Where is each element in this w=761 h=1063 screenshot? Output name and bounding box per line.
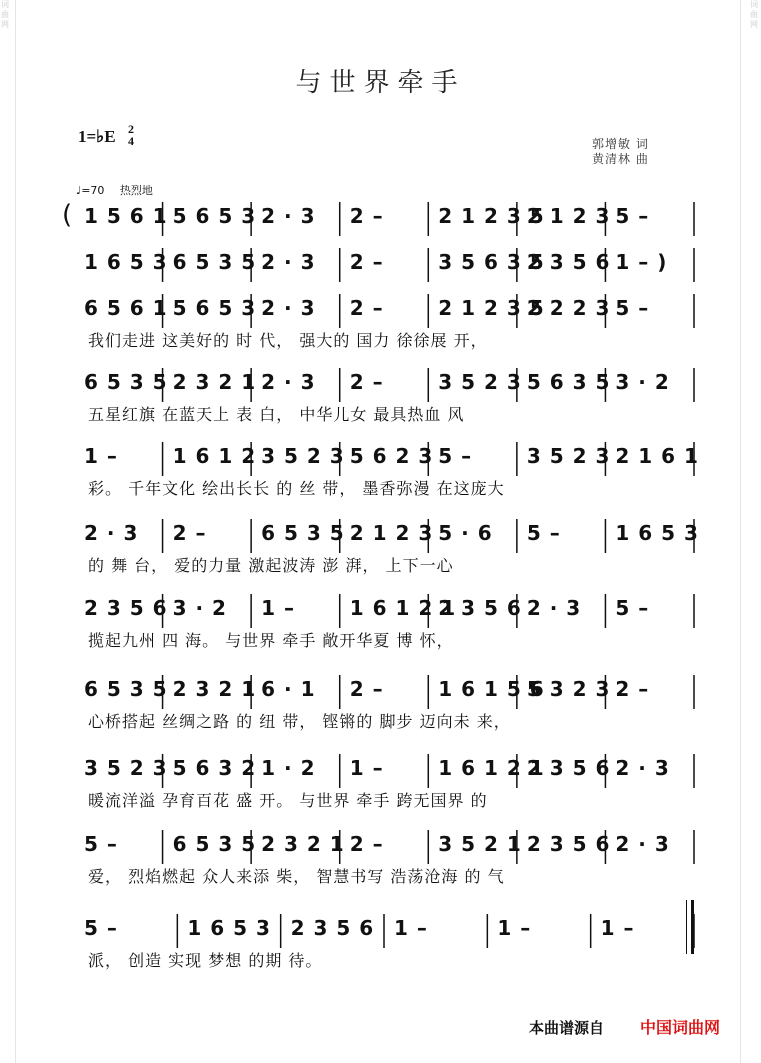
measure: 1 · 2 bbox=[261, 756, 316, 780]
measure: 6 · 1 bbox=[261, 677, 316, 701]
tempo-mark: ♩=70 bbox=[76, 184, 105, 197]
notes-line bbox=[84, 596, 704, 620]
measure: 3 5 2 1 bbox=[438, 832, 522, 856]
measure: 2 · 3 bbox=[261, 296, 316, 320]
measure: 1 – bbox=[84, 444, 118, 468]
notes-line bbox=[84, 916, 704, 940]
lyrics-line: 爱， 烈焰燃起 众人来添 柴， 智慧书写 浩荡沧海 的 气 bbox=[88, 867, 505, 886]
measure: 3 5 2 3 bbox=[261, 444, 345, 468]
repeat-open-paren: ( bbox=[62, 200, 73, 230]
measure: 6 5 3 5 bbox=[261, 521, 345, 545]
final-barline-thin bbox=[686, 900, 687, 954]
measure: 1 5 6 1 bbox=[84, 204, 168, 228]
notes-line bbox=[84, 296, 704, 320]
measure: 2 3 5 6 bbox=[290, 916, 375, 940]
measure: 5 – bbox=[84, 916, 118, 940]
left-watermark bbox=[0, 0, 10, 1063]
score-row bbox=[60, 752, 700, 792]
measure: 5 6 3 2 bbox=[172, 756, 257, 780]
measure: 6 5 3 5 bbox=[84, 370, 168, 394]
measure: 3 5 2 3 bbox=[84, 756, 168, 780]
lyrics-line: 彩。 千年文化 绘出长长 的 丝 带， 墨香弥漫 在这庞大 bbox=[88, 479, 505, 498]
key-text: 1=♭E bbox=[78, 127, 116, 146]
measure: 5 6 5 3 bbox=[172, 204, 257, 228]
right-watermark-text: 词 曲 网 bbox=[750, 0, 758, 29]
measure: 2 – bbox=[172, 521, 207, 545]
measure: 5 3 2 3 bbox=[526, 677, 611, 701]
measure: 5 – bbox=[615, 296, 650, 320]
lyrics-line: 暖流洋溢 孕育百花 盛 开。 与世界 牵手 跨无国界 的 bbox=[88, 791, 488, 810]
measure: 2 3 5 6 bbox=[84, 596, 168, 620]
measure: 2 3 5 6 bbox=[526, 250, 611, 274]
measure: 2 – bbox=[349, 677, 384, 701]
notes-line bbox=[84, 370, 704, 394]
right-margin-line bbox=[740, 0, 741, 1063]
notes-line bbox=[84, 677, 704, 701]
notes-line bbox=[84, 204, 704, 228]
measure: 1 – bbox=[261, 596, 296, 620]
measure: 2 – bbox=[349, 296, 384, 320]
measure: 2 1 2 3 bbox=[349, 521, 434, 545]
song-title: 与世界牵手 bbox=[295, 68, 466, 98]
measure: 5 – bbox=[615, 596, 650, 620]
measure: 5 – bbox=[84, 832, 118, 856]
measure: 2 3 5 6 bbox=[438, 596, 522, 620]
measure: 2 1 2 3 bbox=[526, 204, 611, 228]
expression-mark: 热烈地 bbox=[119, 184, 153, 197]
score-row bbox=[60, 246, 700, 286]
lyrics-line: 的 舞 台， 爱的力量 激起波涛 澎 湃， 上下一心 bbox=[88, 556, 454, 575]
measure: 2 · 3 bbox=[261, 370, 316, 394]
lyrics-line: 揽起九州 四 海。 与世界 牵手 敞开华夏 博 怀， bbox=[88, 631, 454, 650]
notes-line bbox=[84, 250, 704, 274]
measure: 3 · 2 bbox=[615, 370, 670, 394]
measure: 2 3 5 6 bbox=[526, 756, 611, 780]
measure: 2 · 3 bbox=[615, 756, 670, 780]
measure: 1 6 5 3 bbox=[187, 916, 271, 940]
footer-site: 中国词曲网 bbox=[640, 1018, 721, 1037]
measure: 2 · 3 bbox=[84, 521, 139, 545]
measure: 5 – bbox=[526, 521, 561, 545]
measure: 2 · 3 bbox=[261, 250, 316, 274]
notes-line bbox=[84, 756, 704, 780]
left-watermark-text: 词 曲 网 bbox=[1, 0, 9, 29]
measure: 2 3 2 1 bbox=[261, 832, 345, 856]
score-row bbox=[60, 673, 700, 713]
measure: 5 6 2 3 bbox=[349, 444, 434, 468]
time-sig-bottom: 4 bbox=[128, 134, 134, 148]
measure: 5 – bbox=[615, 204, 650, 228]
time-sig-top: 2 bbox=[128, 122, 134, 136]
measure: 1 – bbox=[349, 756, 384, 780]
measure: 3 5 2 3 bbox=[526, 444, 611, 468]
measure: 1 6 5 3 bbox=[615, 521, 699, 545]
notes-line bbox=[84, 832, 704, 856]
measure: 2 – bbox=[349, 370, 384, 394]
notes-line bbox=[84, 521, 704, 545]
measure: 2 1 2 3 5 bbox=[438, 204, 545, 228]
lyricist-credit: 郭增敏 词 bbox=[592, 137, 649, 151]
measure: 2 · 3 bbox=[261, 204, 316, 228]
measure: 2 2 2 3 bbox=[526, 296, 611, 320]
measure: 2 · 3 bbox=[526, 596, 582, 620]
measure: 2 · 3 bbox=[615, 832, 670, 856]
measure: 2 – bbox=[349, 204, 384, 228]
measure: 1 6 1 2 1 bbox=[349, 596, 457, 620]
score-row bbox=[60, 828, 700, 868]
tempo-line bbox=[76, 182, 153, 198]
measure: 5 – bbox=[438, 444, 473, 468]
footer-source: 本曲谱源自 bbox=[529, 1019, 605, 1037]
measure: 6 5 6 1 bbox=[84, 296, 168, 320]
measure: 2 3 5 6 bbox=[526, 832, 611, 856]
left-margin-line bbox=[15, 0, 16, 1063]
lyrics-line: 我们走进 这美好的 时 代， 强大的 国力 徐徐展 开， bbox=[88, 331, 488, 350]
measure: 6 5 3 5 bbox=[172, 832, 257, 856]
lyrics-line: 五星红旗 在蓝天上 表 白， 中华儿女 最具热血 风 bbox=[88, 405, 465, 424]
composer-credit: 黄清林 曲 bbox=[592, 152, 649, 166]
measure: 1 6 5 3 bbox=[84, 250, 168, 274]
lyrics-line: 心桥搭起 丝绸之路 的 纽 带， 铿锵的 脚步 迈向未 来， bbox=[88, 712, 511, 731]
score-row bbox=[60, 592, 700, 632]
final-barline-thick bbox=[691, 900, 694, 954]
measure: 2 1 6 1 bbox=[615, 444, 699, 468]
right-watermark bbox=[749, 0, 759, 1063]
score-row bbox=[60, 292, 700, 332]
time-signature bbox=[128, 123, 134, 147]
measure: 1 – bbox=[600, 916, 635, 940]
score-row bbox=[60, 200, 700, 240]
score-row bbox=[60, 912, 700, 952]
measure: 2 1 2 3 5 bbox=[438, 296, 545, 320]
measure: 1 6 1 5 6 bbox=[438, 677, 545, 701]
measure: 2 – bbox=[349, 250, 384, 274]
notes-line bbox=[84, 444, 704, 468]
measure: 1 6 1 2 1 bbox=[438, 756, 545, 780]
measure: 6 5 3 5 bbox=[84, 677, 168, 701]
measure: 5 · 6 bbox=[438, 521, 493, 545]
measure: 2 – bbox=[615, 677, 650, 701]
score-row bbox=[60, 440, 700, 480]
measure: 2 3 2 1 bbox=[172, 370, 257, 394]
measure: 1 – ) bbox=[615, 250, 668, 274]
measure: 5 6 3 5 bbox=[526, 370, 611, 394]
measure: 3 5 2 3 bbox=[438, 370, 522, 394]
measure: 2 – bbox=[349, 832, 384, 856]
measure: 1 – bbox=[393, 916, 428, 940]
measure: 6 5 3 5 bbox=[172, 250, 257, 274]
score-row bbox=[60, 517, 700, 557]
key-signature bbox=[78, 122, 134, 148]
measure: 3 · 2 bbox=[172, 596, 227, 620]
measure: 1 6 1 2 bbox=[172, 444, 257, 468]
measure: 1 – bbox=[497, 916, 532, 940]
score-row bbox=[60, 366, 700, 406]
measure: 3 5 6 3 5 bbox=[438, 250, 545, 274]
lyrics-line: 派， 创造 实现 梦想 的期 待。 bbox=[88, 951, 323, 970]
measure: 2 3 2 1 bbox=[172, 677, 257, 701]
measure: 5 6 5 3 bbox=[172, 296, 257, 320]
